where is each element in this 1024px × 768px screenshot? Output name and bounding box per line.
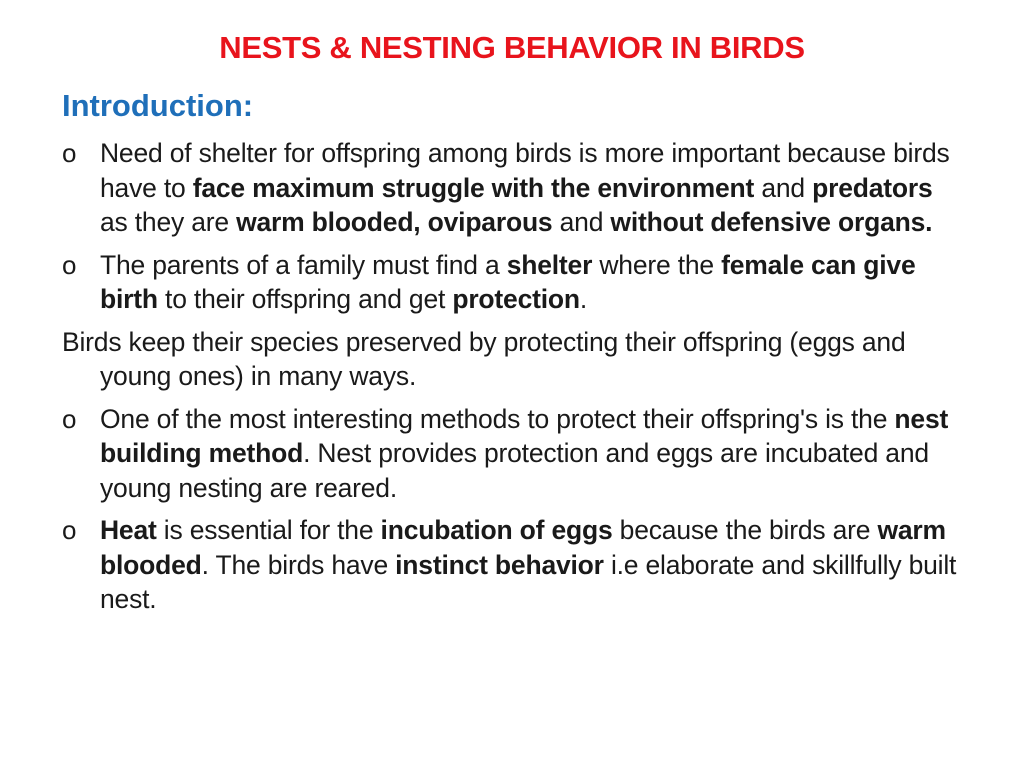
- bold-text-run: protection: [452, 284, 580, 314]
- text-run: i.e elaborate and skillfully built nest.: [100, 549, 957, 614]
- text-run: .: [579, 284, 588, 314]
- bold-text-run: instinct behavior: [395, 549, 604, 580]
- bold-text-run: Heat: [100, 515, 157, 545]
- bold-text-run: face maximum struggle with the environment: [192, 172, 755, 203]
- bold-text-run: nest building method: [100, 403, 949, 468]
- bullet-marker: o: [62, 138, 77, 168]
- bold-text-run: without defensive organs.: [610, 207, 933, 237]
- text-run: because the birds are: [612, 515, 878, 545]
- text-run: Birds keep their species preserved by protecting their offspring (eggs and young ones) in many ways.: [62, 326, 906, 391]
- text-run: where the: [592, 249, 722, 280]
- text-run: to their offspring and get: [157, 284, 453, 314]
- bullet-paragraph: [62, 513, 962, 617]
- bullet-marker: o: [62, 249, 77, 280]
- text-run: as they are: [100, 207, 237, 237]
- bullet-marker: o: [62, 515, 77, 545]
- text-run: and: [754, 172, 813, 203]
- bullet-paragraph: [62, 248, 962, 317]
- bullet-marker: o: [62, 403, 77, 434]
- bold-text-run: shelter: [506, 249, 593, 280]
- slide-body: [62, 136, 962, 625]
- text-run: . The birds have: [201, 549, 396, 580]
- bold-text-run: warm blooded: [100, 515, 946, 580]
- bold-text-run: predators: [812, 172, 933, 203]
- text-run: Need of shelter for offspring among birds is more important because birds have to: [100, 138, 950, 203]
- text-run: . Nest provides protection and eggs are incubated and young nesting are reared.: [100, 438, 929, 503]
- text-run: The parents of a family must find a: [100, 249, 507, 280]
- section-heading: Introduction:: [62, 88, 254, 123]
- bold-text-run: female can give birth: [100, 249, 916, 314]
- bold-text-run: incubation of eggs: [380, 515, 613, 545]
- text-run: is essential for the: [156, 515, 381, 545]
- bullet-paragraph: [62, 136, 962, 240]
- bullet-paragraph: [62, 402, 962, 506]
- text-run: One of the most interesting methods to protect their offspring's is the: [100, 403, 895, 434]
- slide-title: NESTS & NESTING BEHAVIOR IN BIRDS: [219, 30, 805, 65]
- text-run: and: [552, 207, 611, 237]
- plain-paragraph: [62, 325, 962, 394]
- bold-text-run: warm blooded, oviparous: [236, 207, 553, 237]
